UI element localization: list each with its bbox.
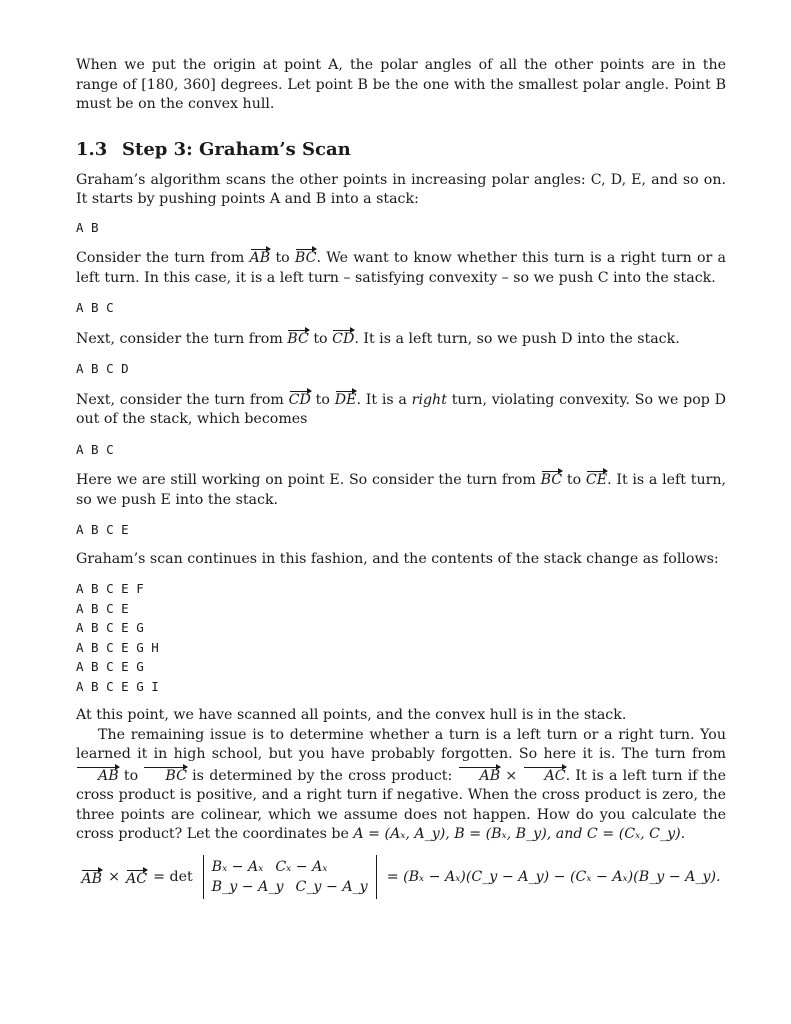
stack-4: A B C bbox=[76, 441, 114, 457]
matrix-entry: C_y − A_y bbox=[295, 878, 368, 895]
stack-state: A B C E bbox=[76, 600, 129, 616]
vector-ab: AB bbox=[250, 247, 271, 265]
paragraph-6: Graham’s scan continues in this fashion, and the contents of the stack change as follows: bbox=[76, 550, 719, 567]
cross-product-formula bbox=[76, 855, 726, 899]
vector-ac: AC bbox=[523, 765, 566, 783]
formula-rhs: = (Bₓ − Aₓ)(C_y − A_y) − (Cₓ − Aₓ)(B_y − A_y). bbox=[386, 868, 721, 885]
paragraph-2: Consider the turn from AB to BC. We want to know whether this turn is a right turn or a left turn. In this case, it is a left turn – satisfying convexity – so we push C into the stack. bbox=[76, 247, 726, 288]
stack-state: A B C E F bbox=[76, 581, 144, 596]
vector-bc: BC bbox=[541, 469, 563, 487]
stack-1: A B bbox=[76, 219, 99, 235]
vector-ab: AB bbox=[76, 765, 119, 783]
paragraph-3: Next, consider the turn from BC to CD. It is a left turn, so we push D into the stack. bbox=[76, 328, 726, 350]
stack-state: A B C E G bbox=[76, 620, 144, 635]
vector-cd: CD bbox=[332, 328, 354, 346]
formula-vector-ab: AB bbox=[81, 868, 102, 886]
stack-2: A B C bbox=[76, 300, 114, 315]
paragraph-4: Next, consider the turn from CD to DE. It is a right turn, violating convexity. So we pop D out of the stack, which becomes bbox=[76, 389, 726, 430]
matrix-entry: Cₓ − Aₓ bbox=[275, 858, 328, 875]
vector-ab: AB bbox=[458, 765, 501, 783]
paragraph-1: Graham’s algorithm scans the other points in increasing polar angles: C, D, E, and so on. It starts by pushing points A and B into a stack: bbox=[76, 171, 726, 207]
paragraph-8: The remaining issue is to determine whether a turn is a left turn or a right turn. You learned it in high school, but you have probably forgotten. So here it is. The turn from AB to BC is determined by the cross product: AB × AC. It is a left turn if the cross product is positive, and a right turn if negative. When the cross product is zero, the three points are colinear, which we assume does not happen. How do you calculate the cross product? Let the coordinates be A = (Aₓ, A_y), B = (Bₓ, B_y), and C = (Cₓ, C_y). bbox=[76, 726, 726, 842]
determinant-matrix bbox=[203, 855, 377, 899]
paragraph-7: At this point, we have scanned all points, and the convex hull is in the stack. bbox=[76, 707, 627, 723]
vector-bc: BC bbox=[295, 247, 317, 265]
document-page bbox=[76, 56, 726, 899]
vector-bc: BC bbox=[143, 765, 187, 783]
stack-state: A B C E G H bbox=[76, 639, 159, 655]
stack-state: A B C E G bbox=[76, 659, 144, 674]
matrix-entry: B_y − A_y bbox=[211, 878, 284, 895]
cross-symbol: × bbox=[108, 868, 120, 885]
stack-state: A B C E G I bbox=[76, 678, 159, 694]
section-title: Step 3: Graham’s Scan bbox=[122, 138, 351, 160]
vector-bc: BC bbox=[287, 328, 309, 346]
vector-ce: CE bbox=[586, 469, 607, 487]
vector-de: DE bbox=[335, 389, 357, 407]
stack-3: A B C D bbox=[76, 361, 129, 376]
formula-vector-ac: AC bbox=[126, 868, 147, 886]
stack-5: A B C E bbox=[76, 522, 129, 537]
matrix-entry: Bₓ − Aₓ bbox=[211, 858, 264, 875]
intro-paragraph: When we put the origin at point A, the polar angles of all the other points are in the range of [180, 360] degrees. Let point B be the one with the smallest polar angle. Point B must be on the convex hull. bbox=[76, 57, 726, 112]
coordinate-definitions: A = (Aₓ, A_y), B = (Bₓ, B_y), and C = (Cₓ, C_y). bbox=[353, 826, 686, 842]
section-heading bbox=[76, 139, 726, 161]
vector-cd: CD bbox=[289, 389, 311, 407]
stack-sequence bbox=[76, 579, 726, 696]
paragraph-5: Here we are still working on point E. So consider the turn from BC to CE. It is a left turn, so we push E into the stack. bbox=[76, 469, 726, 510]
section-number: 1.3 bbox=[76, 138, 108, 160]
det-label: = det bbox=[153, 868, 193, 885]
